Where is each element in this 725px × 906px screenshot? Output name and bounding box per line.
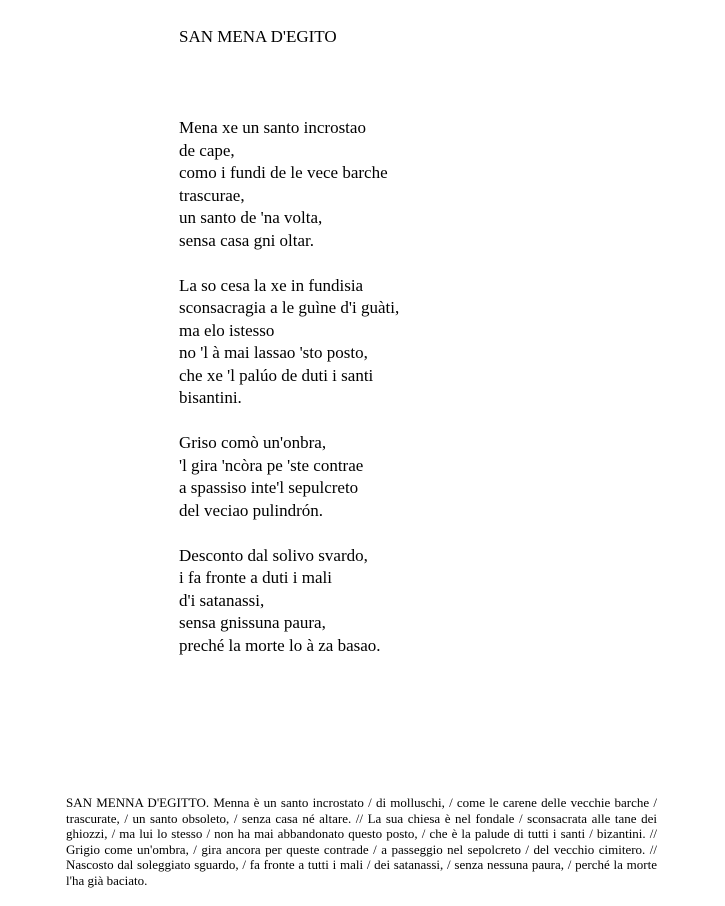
verse-line: preché la morte lo à za basao. bbox=[179, 635, 381, 655]
verse-line: ma elo istesso bbox=[179, 320, 275, 340]
verse-line: 'l gira 'ncòra pe 'ste contrae bbox=[179, 455, 364, 475]
verse-line: La so cesa la xe in fundisia bbox=[179, 275, 364, 295]
verse-line: che xe 'l palúo de duti i santi bbox=[179, 365, 374, 385]
stanza-3 bbox=[179, 432, 399, 522]
verse-line: sensa gnissuna paura, bbox=[179, 613, 326, 632]
verse-line: como i fundi de le vece barche bbox=[179, 163, 388, 182]
verse-line: sconsacragia a le guìne d'i guàti, bbox=[179, 298, 400, 317]
verse-line: bisantini. bbox=[179, 388, 242, 407]
verse-line: Desconto dal solivo svardo, bbox=[179, 545, 368, 565]
verse-line: de cape, bbox=[179, 140, 235, 160]
stanza-1 bbox=[179, 117, 399, 252]
verse-line: d'i satanassi, bbox=[179, 590, 265, 610]
stanza-4 bbox=[179, 545, 399, 658]
verse-line: a spassiso inte'l sepulcreto bbox=[179, 478, 359, 497]
verse-line: Griso comò un'onbra, bbox=[179, 433, 327, 452]
verse-line: trascurae, bbox=[179, 185, 245, 205]
stanza-2 bbox=[179, 275, 399, 410]
poem-body bbox=[179, 117, 399, 657]
verse-line: del veciao pulindrón. bbox=[179, 500, 323, 520]
verse-line: i fa fronte a duti i mali bbox=[179, 568, 332, 587]
translation-note: SAN MENNA D'EGITTO. Menna è un santo incrostato / di molluschi, / come le carene delle vecchie barche / trascurate, / un santo obsoleto, / senza casa né altare. // La sua chiesa è nel fondale / sconsacrata alle tane dei ghiozzi, / ma lui lo stesso / non ha mai abbandonato questo posto, / che è la palude di tutti i santi / bizantini. // Grigio come un'ombra, / gira ancora per queste contrade / a passeggio nel sepolcreto / del vecchio cimitero. // Nascosto dal soleggiato sguardo, / fa fronte a tutti i mali / dei satanassi, / senza nessuna paura, / perché la morte l'ha già baciato. bbox=[66, 795, 657, 888]
poem-title: SAN MENA D'EGITO bbox=[179, 27, 337, 46]
verse-line: Mena xe un santo incrostao bbox=[179, 118, 366, 137]
verse-line: no 'l à mai lassao 'sto posto, bbox=[179, 343, 368, 362]
verse-line: un santo de 'na volta, bbox=[179, 208, 323, 227]
verse-line: sensa casa gni oltar. bbox=[179, 230, 315, 250]
